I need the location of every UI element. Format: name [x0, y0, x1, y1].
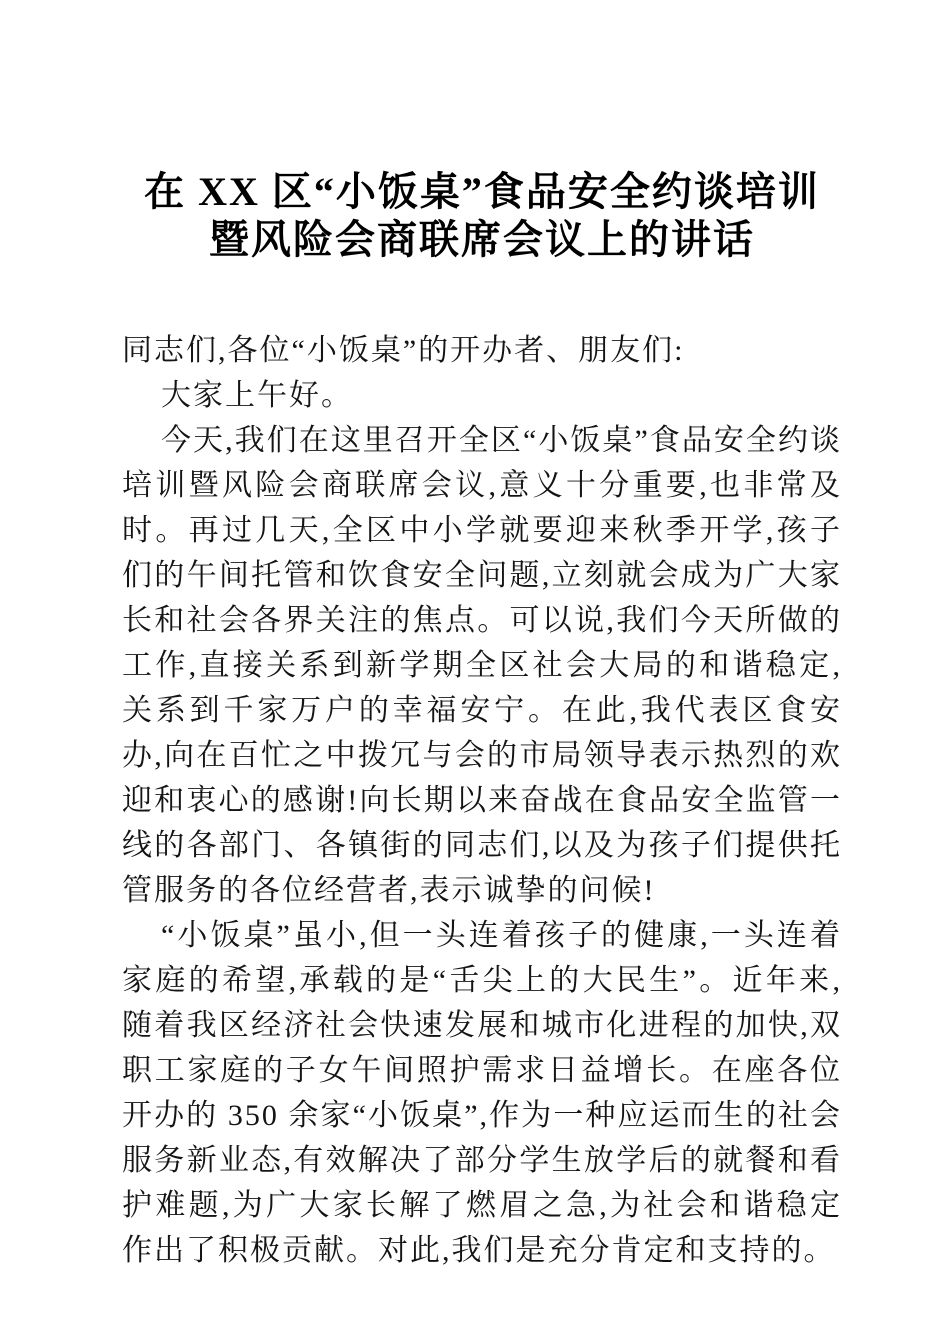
paragraph-salutation: 同志们,各位“小饭桌”的开办者、朋友们: [122, 334, 685, 367]
document-title [102, 168, 862, 264]
document-title-line-1: 在 XX 区“小饭桌”食品安全约谈培训 [144, 169, 820, 214]
document-body [122, 328, 842, 1273]
paragraph-opening: 今天,我们在这里召开全区“小饭桌”食品安全约谈培训暨风险会商联席会议,意义十分重要,也非常及时。再过几天,全区中小学就要迎来秋季开学,孩子们的午间托管和饮食安全问题,立刻就会成为广大家长和社会各界关注的焦点。可以说,我们今天所做的工作,直接关系到新学期全区社会大局的和谐稳定,关系到千家万户的幸福安宁。在此,我代表区食安办,向在百忙之中拨冗与会的市局领导表示热烈的欢迎和衷心的感谢!向长期以来奋战在食品安全监管一线的各部门、各镇街的同志们,以及为孩子们提供托管服务的各位经营者,表示诚挚的问候! [122, 424, 842, 907]
document-title-line-2: 暨风险会商联席会议上的讲话 [209, 217, 755, 262]
paragraph-greeting: 大家上午好。 [161, 379, 353, 412]
paragraph-significance: “小饭桌”虽小,但一头连着孩子的健康,一头连着家庭的希望,承载的是“舌尖上的大民生”。近年来,随着我区经济社会快速发展和城市化进程的加快,双职工家庭的子女午间照护需求日益增长。在座各位开办的 350 余家“小饭桌”,作为一种应运而生的社会服务新业态,有效解决了部分学生放学后的就餐和看护难题,为广大家长解了燃眉之急,为社会和谐稳定作出了积极贡献。对此,我们是充分肯定和支持的。 [122, 919, 842, 1267]
